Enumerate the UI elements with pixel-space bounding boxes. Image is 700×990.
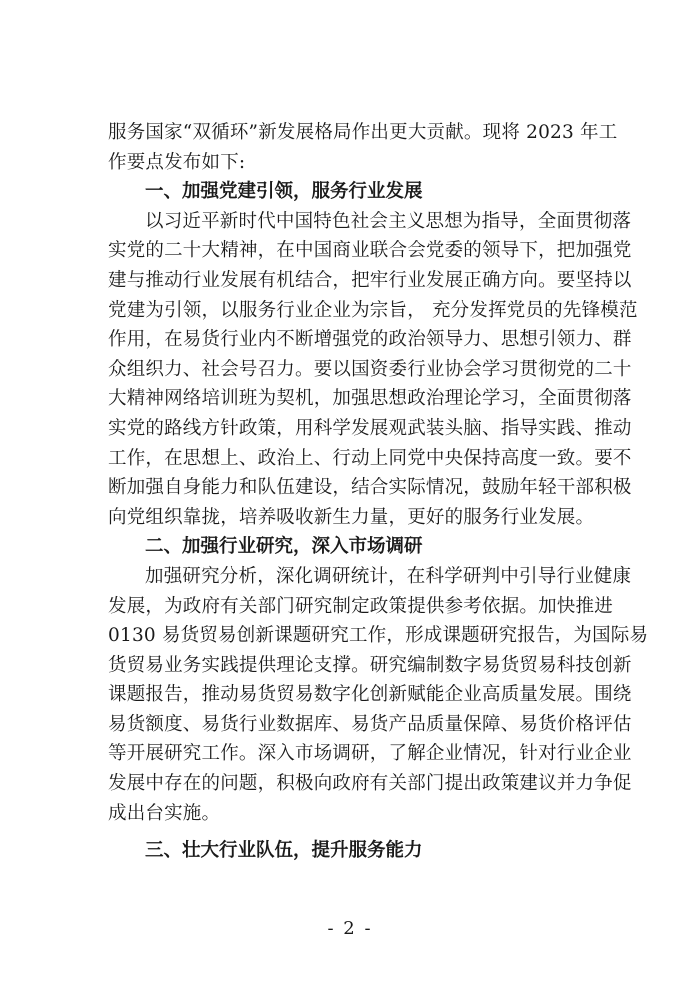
page-number: - 2 - [327,918,373,939]
paragraph-line: 以习近平新时代中国特色社会主义思想为指导，全面贯彻落 [145,210,632,232]
paragraph-line: 工作，在思想上、政治上、行动上同党中央保持高度一致。要不 [108,447,632,469]
paragraph-line: 向党组织靠拢，培养吸收新生力量，更好的服务行业发展。 [108,506,595,528]
paragraph-line: 加强研究分析，深化调研统计，在科学研判中引导行业健康 [145,565,632,587]
paragraph-line: 建与推动行业发展有机结合，把牢行业发展正确方向。要坚持以 [108,269,632,291]
paragraph-line: 大精神网络培训班为契机，加强思想政治理论学习，全面贯彻落 [108,388,632,410]
paragraph-line: 发展中存在的问题，积极向政府有关部门提出政策建议并力争促 [108,773,632,795]
paragraph-line: 断加强自身能力和队伍建设，结合实际情况，鼓励年轻干部积极 [108,477,632,499]
paragraph-line: 货贸易业务实践提供理论支撑。研究编制数字易货贸易科技创新 [108,654,632,676]
paragraph-line: 0130 易货贸易创新课题研究工作，形成课题研究报告，为国际易 [108,625,649,647]
paragraph-line: 等开展研究工作。深入市场调研，了解企业情况，针对行业企业 [108,743,632,765]
paragraph-line: 成出台实施。 [108,802,221,824]
paragraph-line: 易货额度、易货行业数据库、易货产品质量保障、易货价格评估 [108,713,632,735]
paragraph-line: 作用，在易货行业内不断增强党的政治领导力、思想引领力、群 [108,329,632,351]
intro-line: 作要点发布如下: [108,151,246,173]
paragraph-line: 实党的二十大精神，在中国商业联合会党委的领导下，把加强党 [108,240,632,262]
spacer [108,828,594,836]
document-body [108,118,649,866]
paragraph-line: 实党的路线方针政策，用科学发展观武装头脑、指导实践、推动 [108,417,632,439]
section-heading: 三、壮大行业队伍，提升服务能力 [145,840,423,862]
paragraph-line: 众组织力、社会号召力。要以国资委行业协会学习贯彻党的二十 [108,358,632,380]
paragraph-line: 发展，为政府有关部门研究制定政策提供参考依据。加快推进 [108,595,613,617]
paragraph-line: 课题报告，推动易货贸易数字化创新赋能企业高质量发展。围绕 [108,684,632,706]
section-heading: 二、加强行业研究，深入市场调研 [145,536,423,558]
intro-line: 服务国家“双循环”新发展格局作出更大贡献。现将 2023 年工 [108,122,618,143]
section-heading: 一、加强党建引领，服务行业发展 [145,181,423,203]
paragraph-line: 党建为引领，以服务行业企业为宗旨， 充分发挥党员的先锋模范 [108,299,638,321]
